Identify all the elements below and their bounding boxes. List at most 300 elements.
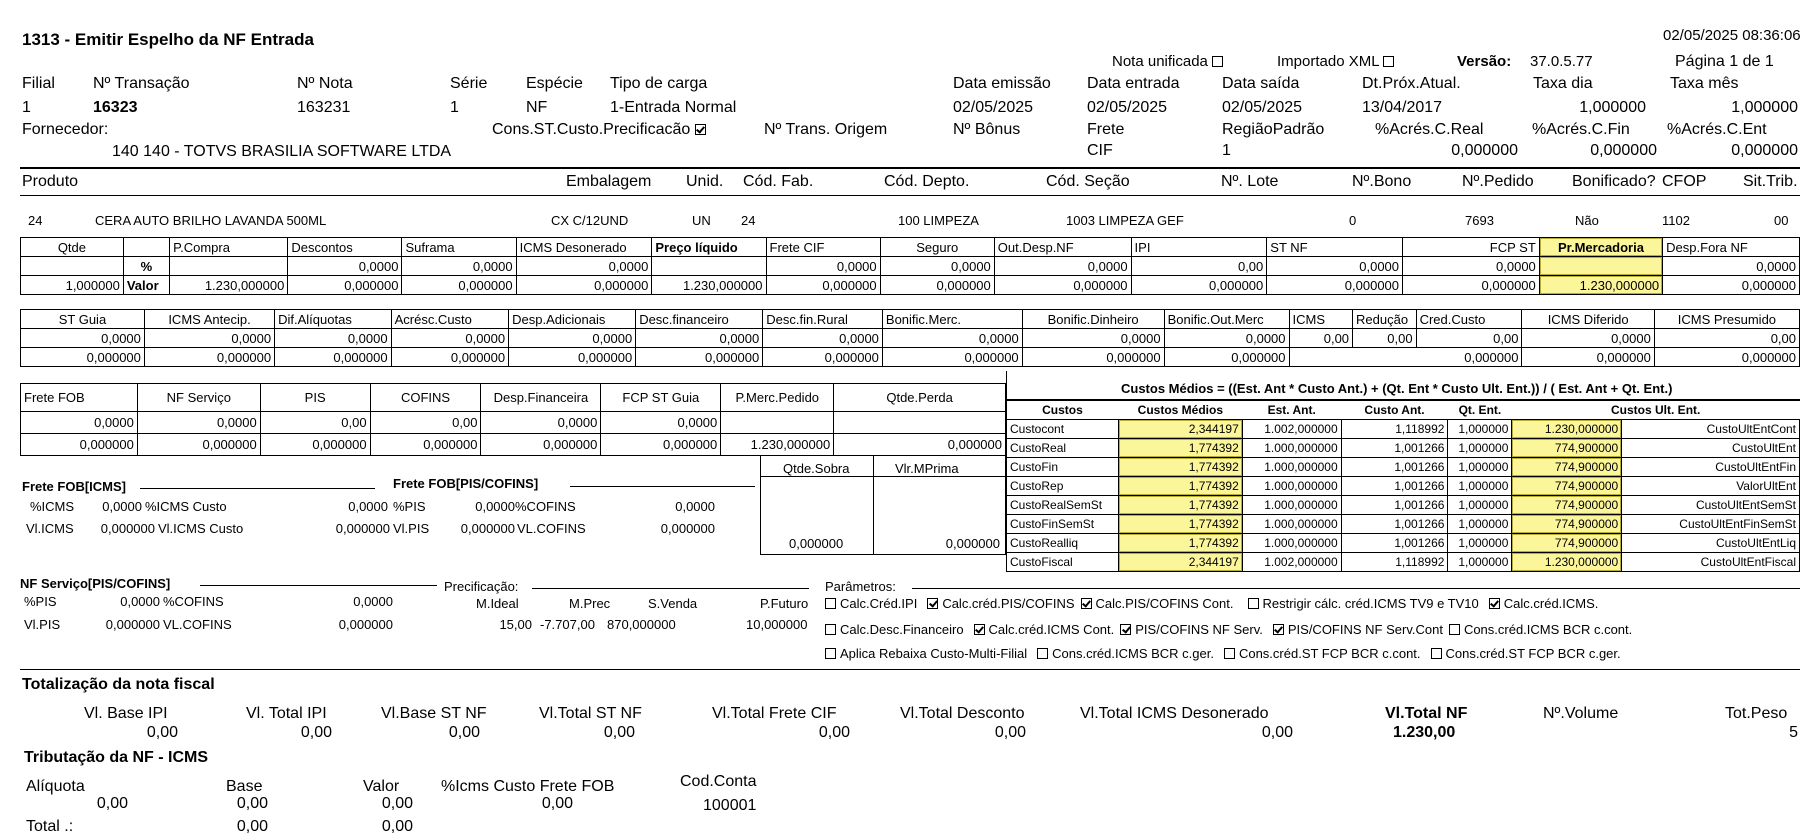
tot-total-st-value: 0,00 (603, 724, 635, 741)
product-bono: 0 (1349, 213, 1357, 228)
parametros-row-3 (825, 646, 1631, 661)
trib-total-label: Total .: (26, 818, 74, 835)
label-acres-real: %Acrés.C.Real (1375, 121, 1484, 138)
totalizacao-title: Totalização da nota fiscal (22, 676, 215, 693)
parametros-title: Parâmetros: (825, 579, 896, 594)
custos-ult-ent: 774,900000 (1512, 439, 1622, 458)
custos-row (1007, 534, 1800, 553)
custos-custo-ant: 1,118992 (1341, 420, 1448, 439)
grid2-r2-icms-diferido: 0,000000 (1522, 348, 1654, 367)
custos-qt-ent: 1,000000 (1448, 439, 1512, 458)
param-label: Cons.créd.ST FCP BCR c.cont. (1238, 646, 1421, 661)
custos-h-ult-ent: Custos Ult. Ent. (1512, 401, 1800, 420)
tributacao-title: Tributação da NF - ICMS (24, 749, 209, 766)
param-checkbox (927, 598, 938, 609)
value-fornecedor: 140 140 - TOTVS BRASILIA SOFTWARE LTDA (112, 143, 452, 160)
custos-est-ant: 1.000,000000 (1242, 534, 1341, 553)
grid2-h-bonific-merc: Bonific.Merc. (882, 310, 1022, 329)
prec-svenda-label: S.Venda (648, 596, 698, 611)
custos-ult-ent-name: CustoUltEntFiscal (1622, 553, 1800, 572)
versao-label: Versão: (1457, 53, 1512, 70)
grid2-row1 (21, 329, 1800, 348)
product-sit: 00 (1774, 213, 1789, 228)
param-row2-1 (974, 622, 1115, 637)
frete-vl-pis-value: 0,000000 (460, 521, 515, 536)
grid1-h-out-desp: Out.Desp.NF (994, 238, 1131, 257)
custos-medio: 1,774392 (1118, 515, 1242, 534)
tot-peso-label: Tot.Peso (1725, 705, 1788, 722)
tot-desconto-label: Vl.Total Desconto (900, 705, 1025, 722)
grid1-h-suframa: Suframa (402, 238, 516, 257)
value-taxa-mes: 1,000000 (1731, 99, 1798, 116)
param-checkbox (974, 624, 985, 635)
custos-row (1007, 496, 1800, 515)
param-label: PIS/COFINS NF Serv. (1135, 622, 1263, 637)
custos-ult-ent-name: CustoUltEnt (1622, 439, 1800, 458)
custos-ult-ent-name: CustoUltEntFinSemSt (1622, 515, 1800, 534)
custos-row (1007, 553, 1800, 572)
importado-xml-checkbox (1383, 56, 1394, 67)
grid3-h-nf-servico: NF Serviço (137, 384, 260, 412)
value-frete: CIF (1087, 142, 1113, 159)
custos-qt-ent: 1,000000 (1448, 515, 1512, 534)
precificacao-title: Precificação: (444, 579, 519, 594)
tot-base-st-label: Vl.Base ST NF (381, 705, 487, 722)
grid1-h-blank (123, 238, 169, 257)
label-tipo-carga: Tipo de carga (610, 75, 708, 92)
custos-ult-ent-name: ValorUltEnt (1622, 477, 1800, 496)
custos-est-ant: 1.000,000000 (1242, 477, 1341, 496)
grid2-r1-cred-custo: 0,00 (1416, 329, 1522, 348)
frete-vl-icms-custo-value: 0,000000 (335, 521, 390, 536)
custos-custo-ant: 1,001266 (1341, 515, 1448, 534)
ph-cod-depto: Cód. Depto. (884, 173, 970, 190)
grid1-pct-pr-mercadoria (1539, 257, 1662, 276)
grid3-r2-frete-fob: 0,000000 (21, 434, 138, 456)
grid2-h-icms-diferido: ICMS Diferido (1522, 310, 1654, 329)
grid1-pct-fcp-st: 0,0000 (1403, 257, 1540, 276)
tot-desconto-value: 0,00 (994, 724, 1026, 741)
custos-medio: 1,774392 (1118, 496, 1242, 515)
custos-name: CustoFiscal (1007, 553, 1119, 572)
grid2-h-icms-presumido: ICMS Presumido (1654, 310, 1799, 329)
grid1-pct-icms-deson: 0,0000 (516, 257, 652, 276)
custos-name: Custocont (1007, 420, 1119, 439)
trib-valor-value: 0,00 (381, 795, 413, 812)
trib-total-valor: 0,00 (381, 818, 413, 835)
frete-icms-custo-value: 0,0000 (348, 499, 388, 514)
grid2-r1-reducao: 0,00 (1353, 329, 1417, 348)
custos-row (1007, 477, 1800, 496)
custos-h-qt-ent: Qt. Ent. (1448, 401, 1512, 420)
custos-ult-ent-name: CustoUltEntSemSt (1622, 496, 1800, 515)
label-acres-ent: %Acrés.C.Ent (1667, 121, 1767, 138)
grid2-r2-acresc-custo: 0,000000 (391, 348, 509, 367)
grid2-h-icms-antecip: ICMS Antecip. (144, 310, 274, 329)
grid2-r1-icms-presumido: 0,00 (1654, 329, 1799, 348)
grid-impostos (20, 309, 1800, 367)
grid1-pct-frete-cif: 0,0000 (766, 257, 880, 276)
custos-qt-ent: 1,000000 (1448, 553, 1512, 572)
trib-total-base: 0,00 (236, 818, 268, 835)
nfs-cofins-pct-label: %COFINS (163, 594, 224, 609)
product-cod-fab: 24 (741, 213, 756, 228)
frete-vl-icms-label: Vl.ICMS (26, 521, 74, 536)
grid2-h-cred-custo: Cred.Custo (1416, 310, 1522, 329)
grid1-pct-st-nf: 0,0000 (1267, 257, 1403, 276)
label-qtde-sobra: Qtde.Sobra (783, 461, 850, 476)
param-label: Calc.PIS/COFINS Cont. (1095, 596, 1234, 611)
custos-name: CustoRep (1007, 477, 1119, 496)
custos-est-ant: 1.002,000000 (1242, 553, 1341, 572)
param-checkbox (825, 598, 836, 609)
grid2-r1-icms: 0,00 (1289, 329, 1353, 348)
frete-vl-cofins-value: 0,000000 (660, 521, 715, 536)
grid2-h-reducao: Redução (1353, 310, 1417, 329)
label-frete: Frete (1087, 121, 1125, 138)
page-number: Página 1 de 1 (1675, 53, 1774, 70)
grid1-val-preco-liq: 1.230,000000 (652, 276, 766, 295)
custos-qt-ent: 1,000000 (1448, 420, 1512, 439)
grid3-h-fcp-st-guia: FCP ST Guia (601, 384, 721, 412)
tot-base-ipi-value: 0,00 (146, 724, 178, 741)
custos-formula: Custos Médios = ((Est. Ant * Custo Ant.) + (Qt. Ent * Custo Ult. Ent.)) / ( Est. Ant + Qt. Ent.) (1121, 381, 1673, 396)
frete-fob-pis-title: Frete FOB[PIS/COFINS] (393, 476, 539, 491)
nota-unificada: Nota unificada (1112, 53, 1227, 70)
label-filial: Filial (22, 75, 55, 92)
value-especie: NF (526, 99, 548, 116)
param-checkbox (1273, 624, 1284, 635)
param-label: Restrigir cálc. créd.ICMS TV9 e TV10 (1262, 596, 1479, 611)
tot-total-ipi-value: 0,00 (300, 724, 332, 741)
param-row3-2 (1224, 646, 1421, 661)
value-transacao: 16323 (93, 99, 138, 116)
param-row1-0 (825, 596, 917, 611)
param-row1-4 (1489, 596, 1599, 611)
grid3-r2-nf-servico: 0,000000 (137, 434, 260, 456)
frete-icms-pct-value: 0,0000 (102, 499, 142, 514)
grid3-h-pmerc-pedido: P.Merc.Pedido (721, 384, 834, 412)
grid2-r1-acresc-custo: 0,0000 (391, 329, 509, 348)
custos-medio: 1,774392 (1118, 439, 1242, 458)
trib-aliquota-label: Alíquota (26, 778, 85, 795)
custos-ult-ent: 1.230,000000 (1512, 553, 1622, 572)
trib-base-value: 0,00 (236, 795, 268, 812)
label-nota: Nº Nota (297, 75, 353, 92)
param-row2-0 (825, 622, 964, 637)
grid3-r1-nf-servico: 0,0000 (137, 412, 260, 434)
custos-medio: 2,344197 (1118, 553, 1242, 572)
param-checkbox (1120, 624, 1131, 635)
nfs-vl-cofins-value: 0,000000 (338, 617, 393, 632)
label-acres-fin: %Acrés.C.Fin (1532, 121, 1630, 138)
grid2-h-desc-fin-rural: Desc.fin.Rural (763, 310, 883, 329)
prec-mideal-value: 15,00 (499, 617, 532, 632)
param-row3-1 (1037, 646, 1214, 661)
grid1-h-fcp-st: FCP ST (1403, 238, 1540, 257)
report-datetime: 02/05/2025 08:36:06 (1663, 27, 1801, 44)
prec-mprec-label: M.Prec (569, 596, 611, 611)
value-data-entrada: 02/05/2025 (1087, 99, 1168, 116)
param-checkbox (1449, 624, 1460, 635)
grid3-header-row (21, 384, 1006, 412)
custos-qt-ent: 1,000000 (1448, 496, 1512, 515)
param-label: Cons.créd.ST FCP BCR c.ger. (1445, 646, 1621, 661)
frete-vl-cofins-label: VL.COFINS (517, 521, 586, 536)
custos-table (1006, 400, 1800, 572)
grid1-pct-out-desp: 0,0000 (994, 257, 1131, 276)
tot-total-nf-value: 1.230,00 (1393, 724, 1456, 741)
grid1-val-pr-mercadoria: 1.230,000000 (1539, 276, 1662, 295)
grid3-r1-desp-fin: 0,0000 (481, 412, 601, 434)
grid2-r1-desp-adic: 0,0000 (509, 329, 636, 348)
custos-qt-ent: 1,000000 (1448, 477, 1512, 496)
value-acres-real: 0,000000 (1451, 142, 1518, 159)
grid2-r2-bonific-dinheiro: 0,000000 (1022, 348, 1164, 367)
grid2-row2 (21, 348, 1800, 367)
param-label: Cons.créd.ICMS BCR c.ger. (1052, 646, 1214, 661)
grid2-r1-dif-aliq: 0,0000 (275, 329, 391, 348)
grid2-h-desc-fin: Desc.financeiro (636, 310, 763, 329)
prec-mprec-value: -7.707,00 (540, 617, 595, 632)
custos-ult-ent: 774,900000 (1512, 496, 1622, 515)
custos-ult-ent-name: CustoUltEntCont (1622, 420, 1800, 439)
frete-cofins-pct-label: %COFINS (515, 499, 576, 514)
grid2-h-bonific-out: Bonific.Out.Merc (1164, 310, 1289, 329)
grid1-val-descontos: 0,000000 (288, 276, 402, 295)
frete-vl-pis-label: Vl.PIS (393, 521, 430, 536)
grid1-h-ipi: IPI (1131, 238, 1267, 257)
grid1-val-icms-deson: 0,000000 (516, 276, 652, 295)
cons-st-checkbox (695, 124, 706, 135)
product-depto: 100 LIMPEZA (898, 213, 979, 228)
trib-cod-conta-label: Cod.Conta (680, 773, 757, 790)
grid2-r2-bonific-out: 0,000000 (1164, 348, 1289, 367)
tot-total-nf-label: Vl.Total NF (1385, 705, 1468, 722)
divider (20, 167, 1800, 169)
grid2-r1-desc-fin: 0,0000 (636, 329, 763, 348)
custos-h-custos: Custos (1007, 401, 1119, 420)
custos-custo-ant: 1,001266 (1341, 496, 1448, 515)
tot-icms-deson-value: 0,00 (1261, 724, 1293, 741)
custos-header-row (1007, 401, 1800, 420)
grid3-r2-desp-fin: 0,000000 (481, 434, 601, 456)
trib-icms-frete-value: 0,00 (541, 795, 573, 812)
product-embalagem: CX C/12UND (551, 213, 629, 228)
grid2-r2-desc-fin-rural: 0,000000 (763, 348, 883, 367)
value-data-saida: 02/05/2025 (1222, 99, 1303, 116)
param-label: Calc.créd.ICMS Cont. (988, 622, 1115, 637)
product-name: CERA AUTO BRILHO LAVANDA 500ML (95, 213, 327, 228)
grid1-h-pr-mercadoria: Pr.Mercadoria (1539, 238, 1662, 257)
custos-ult-ent-name: CustoUltEntLiq (1622, 534, 1800, 553)
grid3-h-qtde-perda: Qtde.Perda (834, 384, 1006, 412)
grid1-pct-seguro: 0,0000 (880, 257, 994, 276)
ph-pedido: Nº.Pedido (1462, 173, 1534, 190)
param-checkbox (1431, 648, 1442, 659)
custos-custo-ant: 1,001266 (1341, 477, 1448, 496)
custos-h-medios: Custos Médios (1118, 401, 1242, 420)
grid2-h-acresc-custo: Acrésc.Custo (391, 310, 509, 329)
page-title: 1313 - Emitir Espelho da NF Entrada (22, 30, 314, 49)
trib-valor-label: Valor (363, 778, 400, 795)
grid3-r2-fcp-st-guia: 0,000000 (601, 434, 721, 456)
grid1-h-desp-fora: Desp.Fora NF (1663, 238, 1800, 257)
grid3-r1-fcp-st-guia: 0,0000 (601, 412, 721, 434)
param-label: Calc.créd.ICMS. (1503, 596, 1599, 611)
grid1-val-seguro: 0,000000 (880, 276, 994, 295)
grid1-val-label: Valor (123, 276, 169, 295)
label-data-entrada: Data entrada (1087, 75, 1180, 92)
custos-est-ant: 1.000,000000 (1242, 439, 1341, 458)
label-taxa-dia: Taxa dia (1533, 75, 1593, 92)
param-label: Aplica Rebaixa Custo-Multi-Filial (840, 646, 1028, 661)
prec-svenda-value: 870,000000 (607, 617, 676, 632)
grid3-h-desp-fin: Desp.Financeira (481, 384, 601, 412)
param-label: Calc.créd.PIS/COFINS (942, 596, 1075, 611)
label-bonus: Nº Bônus (953, 121, 1021, 138)
label-regiao: RegiãoPadrão (1222, 121, 1325, 138)
trib-icms-frete-label: %Icms Custo Frete FOB (441, 778, 615, 795)
tot-total-st-label: Vl.Total ST NF (539, 705, 642, 722)
prec-pfuturo-label: P.Futuro (760, 596, 809, 611)
ph-embalagem: Embalagem (566, 173, 652, 190)
custos-ult-ent-name: CustoUltEntFin (1622, 458, 1800, 477)
nfs-cofins-pct-value: 0,0000 (353, 594, 393, 609)
grid1-pct-ipi: 0,00 (1131, 257, 1267, 276)
product-code: 24 (28, 213, 43, 228)
grid2-h-desp-adic: Desp.Adicionais (509, 310, 636, 329)
nfs-vl-pis-value: 0,000000 (105, 617, 160, 632)
versao-value: 37.0.5.77 (1530, 53, 1593, 70)
grid2-r2-desc-fin: 0,000000 (636, 348, 763, 367)
param-row1-2 (1081, 596, 1234, 611)
grid3-r2-cofins: 0,000000 (370, 434, 481, 456)
tot-icms-deson-label: Vl.Total ICMS Desonerado (1080, 705, 1269, 722)
custos-medio: 1,774392 (1118, 534, 1242, 553)
custos-est-ant: 1.000,000000 (1242, 496, 1341, 515)
importado-xml: Importado XML (1277, 53, 1398, 70)
grid1-h-qtde: Qtde (21, 238, 124, 257)
nfs-pis-pct-value: 0,0000 (120, 594, 160, 609)
grid3-h-pis: PIS (260, 384, 370, 412)
grid1-h-seguro: Seguro (880, 238, 994, 257)
grid2-h-icms: ICMS (1289, 310, 1353, 329)
nfs-pis-pct-label: %PIS (24, 594, 57, 609)
custos-est-ant: 1.000,000000 (1242, 515, 1341, 534)
ph-lote: Nº. Lote (1221, 173, 1279, 190)
frete-pis-pct-value: 0,0000 (475, 499, 515, 514)
grid2-r2-icms-antecip: 0,000000 (144, 348, 274, 367)
grid2-r1-desc-fin-rural: 0,0000 (763, 329, 883, 348)
grid2-r2-icms-presumido: 0,000000 (1654, 348, 1799, 367)
grid1-pct-desp-fora: 0,0000 (1663, 257, 1800, 276)
label-vlr-mprima: Vlr.MPrima (895, 461, 959, 476)
grid2-r1-icms-antecip: 0,0000 (144, 329, 274, 348)
custos-medio: 2,344197 (1118, 420, 1242, 439)
param-checkbox (825, 624, 836, 635)
grid-frete (20, 383, 1006, 456)
custos-row (1007, 420, 1800, 439)
grid1-val-st-nf: 0,000000 (1267, 276, 1403, 295)
custos-row (1007, 458, 1800, 477)
frete-cofins-pct-value: 0,0000 (675, 499, 715, 514)
grid1-header-row (21, 238, 1800, 257)
grid1-valor-row (21, 276, 1800, 295)
grid1-h-descontos: Descontos (288, 238, 402, 257)
param-label: Cons.créd.ICMS BCR c.cont. (1463, 622, 1633, 637)
frete-vl-icms-value: 0,000000 (100, 521, 155, 536)
label-fornecedor: Fornecedor: (22, 121, 109, 138)
tot-total-ipi-label: Vl. Total IPI (246, 705, 327, 722)
ph-cod-secao: Cód. Seção (1046, 173, 1130, 190)
param-label: Calc.Desc.Financeiro (840, 622, 964, 637)
custos-ult-ent: 1.230,000000 (1512, 420, 1622, 439)
nota-unificada-checkbox (1212, 56, 1223, 67)
value-serie: 1 (450, 99, 459, 116)
param-row1-3 (1248, 596, 1479, 611)
param-checkbox (1224, 648, 1235, 659)
custos-row (1007, 439, 1800, 458)
param-checkbox (1489, 598, 1500, 609)
custos-name: CustoRealliq (1007, 534, 1119, 553)
ph-sit-trib: Sit.Trib. (1743, 173, 1798, 190)
custos-name: CustoReal (1007, 439, 1119, 458)
product-secao: 1003 LIMPEZA GEF (1066, 213, 1184, 228)
custos-name: CustoFinSemSt (1007, 515, 1119, 534)
grid2-h-st-guia: ST Guia (21, 310, 145, 329)
tot-peso-value: 5 (1789, 724, 1798, 741)
grid3-r2-qtde-perda: 0,000000 (834, 434, 1006, 456)
grid1-h-st-nf: ST NF (1267, 238, 1403, 257)
tot-volume-label: Nº.Volume (1543, 705, 1619, 722)
custos-ult-ent: 774,900000 (1512, 477, 1622, 496)
custos-h-custo-ant: Custo Ant. (1341, 401, 1448, 420)
grid3-h-frete-fob: Frete FOB (21, 384, 138, 412)
param-label: PIS/COFINS NF Serv.Cont (1287, 622, 1443, 637)
custos-h-est-ant: Est. Ant. (1242, 401, 1341, 420)
nfs-vl-cofins-label: VL.COFINS (163, 617, 232, 632)
nfs-vl-pis-label: Vl.PIS (24, 617, 61, 632)
value-qtde-sobra: 0,000000 (789, 536, 844, 551)
label-especie: Espécie (526, 75, 583, 92)
grid1-pct-row (21, 257, 1800, 276)
custos-qt-ent: 1,000000 (1448, 534, 1512, 553)
value-nota: 163231 (297, 99, 351, 116)
grid1-pct-descontos: 0,0000 (288, 257, 402, 276)
value-filial: 1 (22, 99, 31, 116)
label-data-saida: Data saída (1222, 75, 1300, 92)
custos-qt-ent: 1,000000 (1448, 458, 1512, 477)
grid1-h-frete-cif: Frete CIF (766, 238, 880, 257)
tot-frete-cif-value: 0,00 (818, 724, 850, 741)
grid2-r2-bonific-merc: 0,000000 (882, 348, 1022, 367)
product-cfop: 1102 (1662, 213, 1690, 228)
product-pedido: 7693 (1465, 213, 1494, 228)
grid1-h-preco-liq: Preço líquido (652, 238, 766, 257)
prec-pfuturo-value: 10,000000 (746, 617, 808, 632)
ph-cfop: CFOP (1662, 173, 1707, 190)
label-serie: Série (450, 75, 488, 92)
label-taxa-mes: Taxa mês (1670, 75, 1739, 92)
grid3-row1 (21, 412, 1006, 434)
label-data-emissao: Data emissão (953, 75, 1051, 92)
grid1-pct-suframa: 0,0000 (402, 257, 516, 276)
grid1-val-pcompra: 1.230,000000 (170, 276, 288, 295)
grid2-r1-icms-diferido: 0,0000 (1522, 329, 1654, 348)
custos-custo-ant: 1,001266 (1341, 534, 1448, 553)
param-checkbox (825, 648, 836, 659)
